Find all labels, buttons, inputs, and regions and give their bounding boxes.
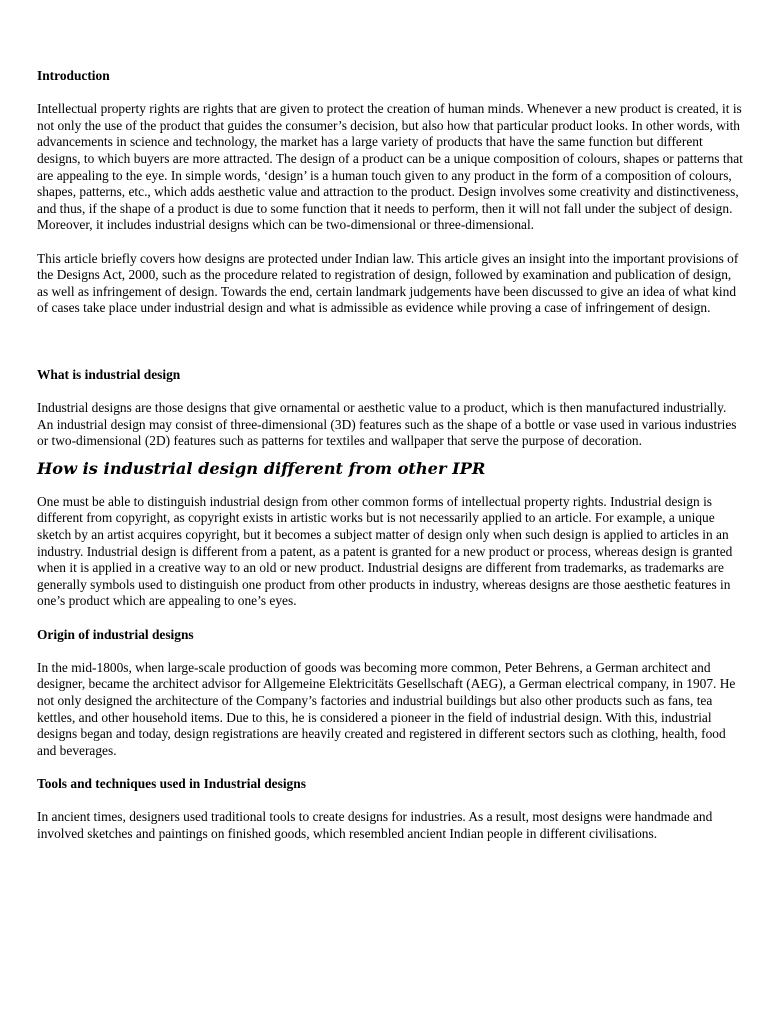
different-from-ipr-paragraph: One must be able to distinguish industrial design from other common forms of intellectual property rights. Industrial design is different from copyright, as copyright exists in artistic works but is not necessarily applied to an article. For example, a unique sketch by an artist acquires copyright, but it becomes a subject matter of design only when such design is applied to articles in an industry. Industrial design is different from a patent, as a patent is granted for a new product or process, whereas design is granted when it is applied in a creative way to an old or new product. Industrial designs are different from trademarks, as trademarks are generally symbols used to distinguish one product from other products in industry, whereas designs are those aesthetic features in one’s product which are appealing to one’s eyes. [37,493,733,609]
section-heading-what-is-industrial-design: What is industrial design [37,366,181,382]
section-heading-different-from-ipr: How is industrial design different from other IPR [37,458,486,478]
document-page [37,68,743,842]
tools-paragraph: In ancient times, designers used traditional tools to create designs for industries. As a result, most designs were handmade and involved sketches and paintings on finished goods, which resembled ancient Indian people in different civilisations. [37,809,713,841]
intro-paragraph-1: Intellectual property rights are rights that are given to protect the creation of human minds. Whenever a new product is created, it is not only the use of the product that guides the consumer’s decision, but also how that particular product looks. In other words, with advancements in science and technology, the market has a large variety of products that have the same function but different designs, to which buyers are more attracted. The design of a product can be a unique composition of colours, shapes or patterns that are appealing to the eye. In simple words, ‘design’ is a human touch given to any product in the form of a composition of colours, shapes, patterns, etc., which adds aesthetic value and attraction to the product. Design involves some creativity and distinctiveness, and thus, if the shape of a product is due to some function that it needs to perform, then it will not fall under the subject of design. Moreover, it includes industrial designs which can be two-dimensional or three-dimensional. [37,101,743,233]
section-heading-introduction: Introduction [37,68,110,83]
section-heading-origin: Origin of industrial designs [37,626,194,642]
what-is-industrial-design-paragraph: Industrial designs are those designs that give ornamental or aesthetic value to a product, which is then manufactured industrially. An industrial design may consist of three-dimensional (3D) features such as the shape of a bottle or vase used in various industries or two-dimensional (2D) features such as patterns for textiles and wallpaper that serve the purpose of decoration. [37,400,737,449]
section-heading-tools: Tools and techniques used in Industrial designs [37,775,306,791]
origin-paragraph: In the mid-1800s, when large-scale production of goods was becoming more common, Peter Behrens, a German architect and designer, became the architect advisor for Allgemeine Elektricitäts Gesellschaft (AEG), a German electrical company, in 1907. He not only designed the architecture of the Company’s factories and industrial buildings but also other products such as fans, tea kettles, and other household items. Due to this, he is considered a pioneer in the field of industrial design. With this, industrial designs began and today, design registrations are heavily created and registered in different sectors such as clothing, health, food and beverages. [37,659,736,758]
intro-paragraph-2: This article briefly covers how designs are protected under Indian law. This article gives an insight into the important provisions of the Designs Act, 2000, such as the procedure related to registration of design, followed by examination and publication of design, as well as infringement of design. Towards the end, certain landmark judgements have been discussed to give an idea of what kind of cases take place under industrial design and what is admissible as evidence while proving a case of infringement of design. [37,250,739,316]
